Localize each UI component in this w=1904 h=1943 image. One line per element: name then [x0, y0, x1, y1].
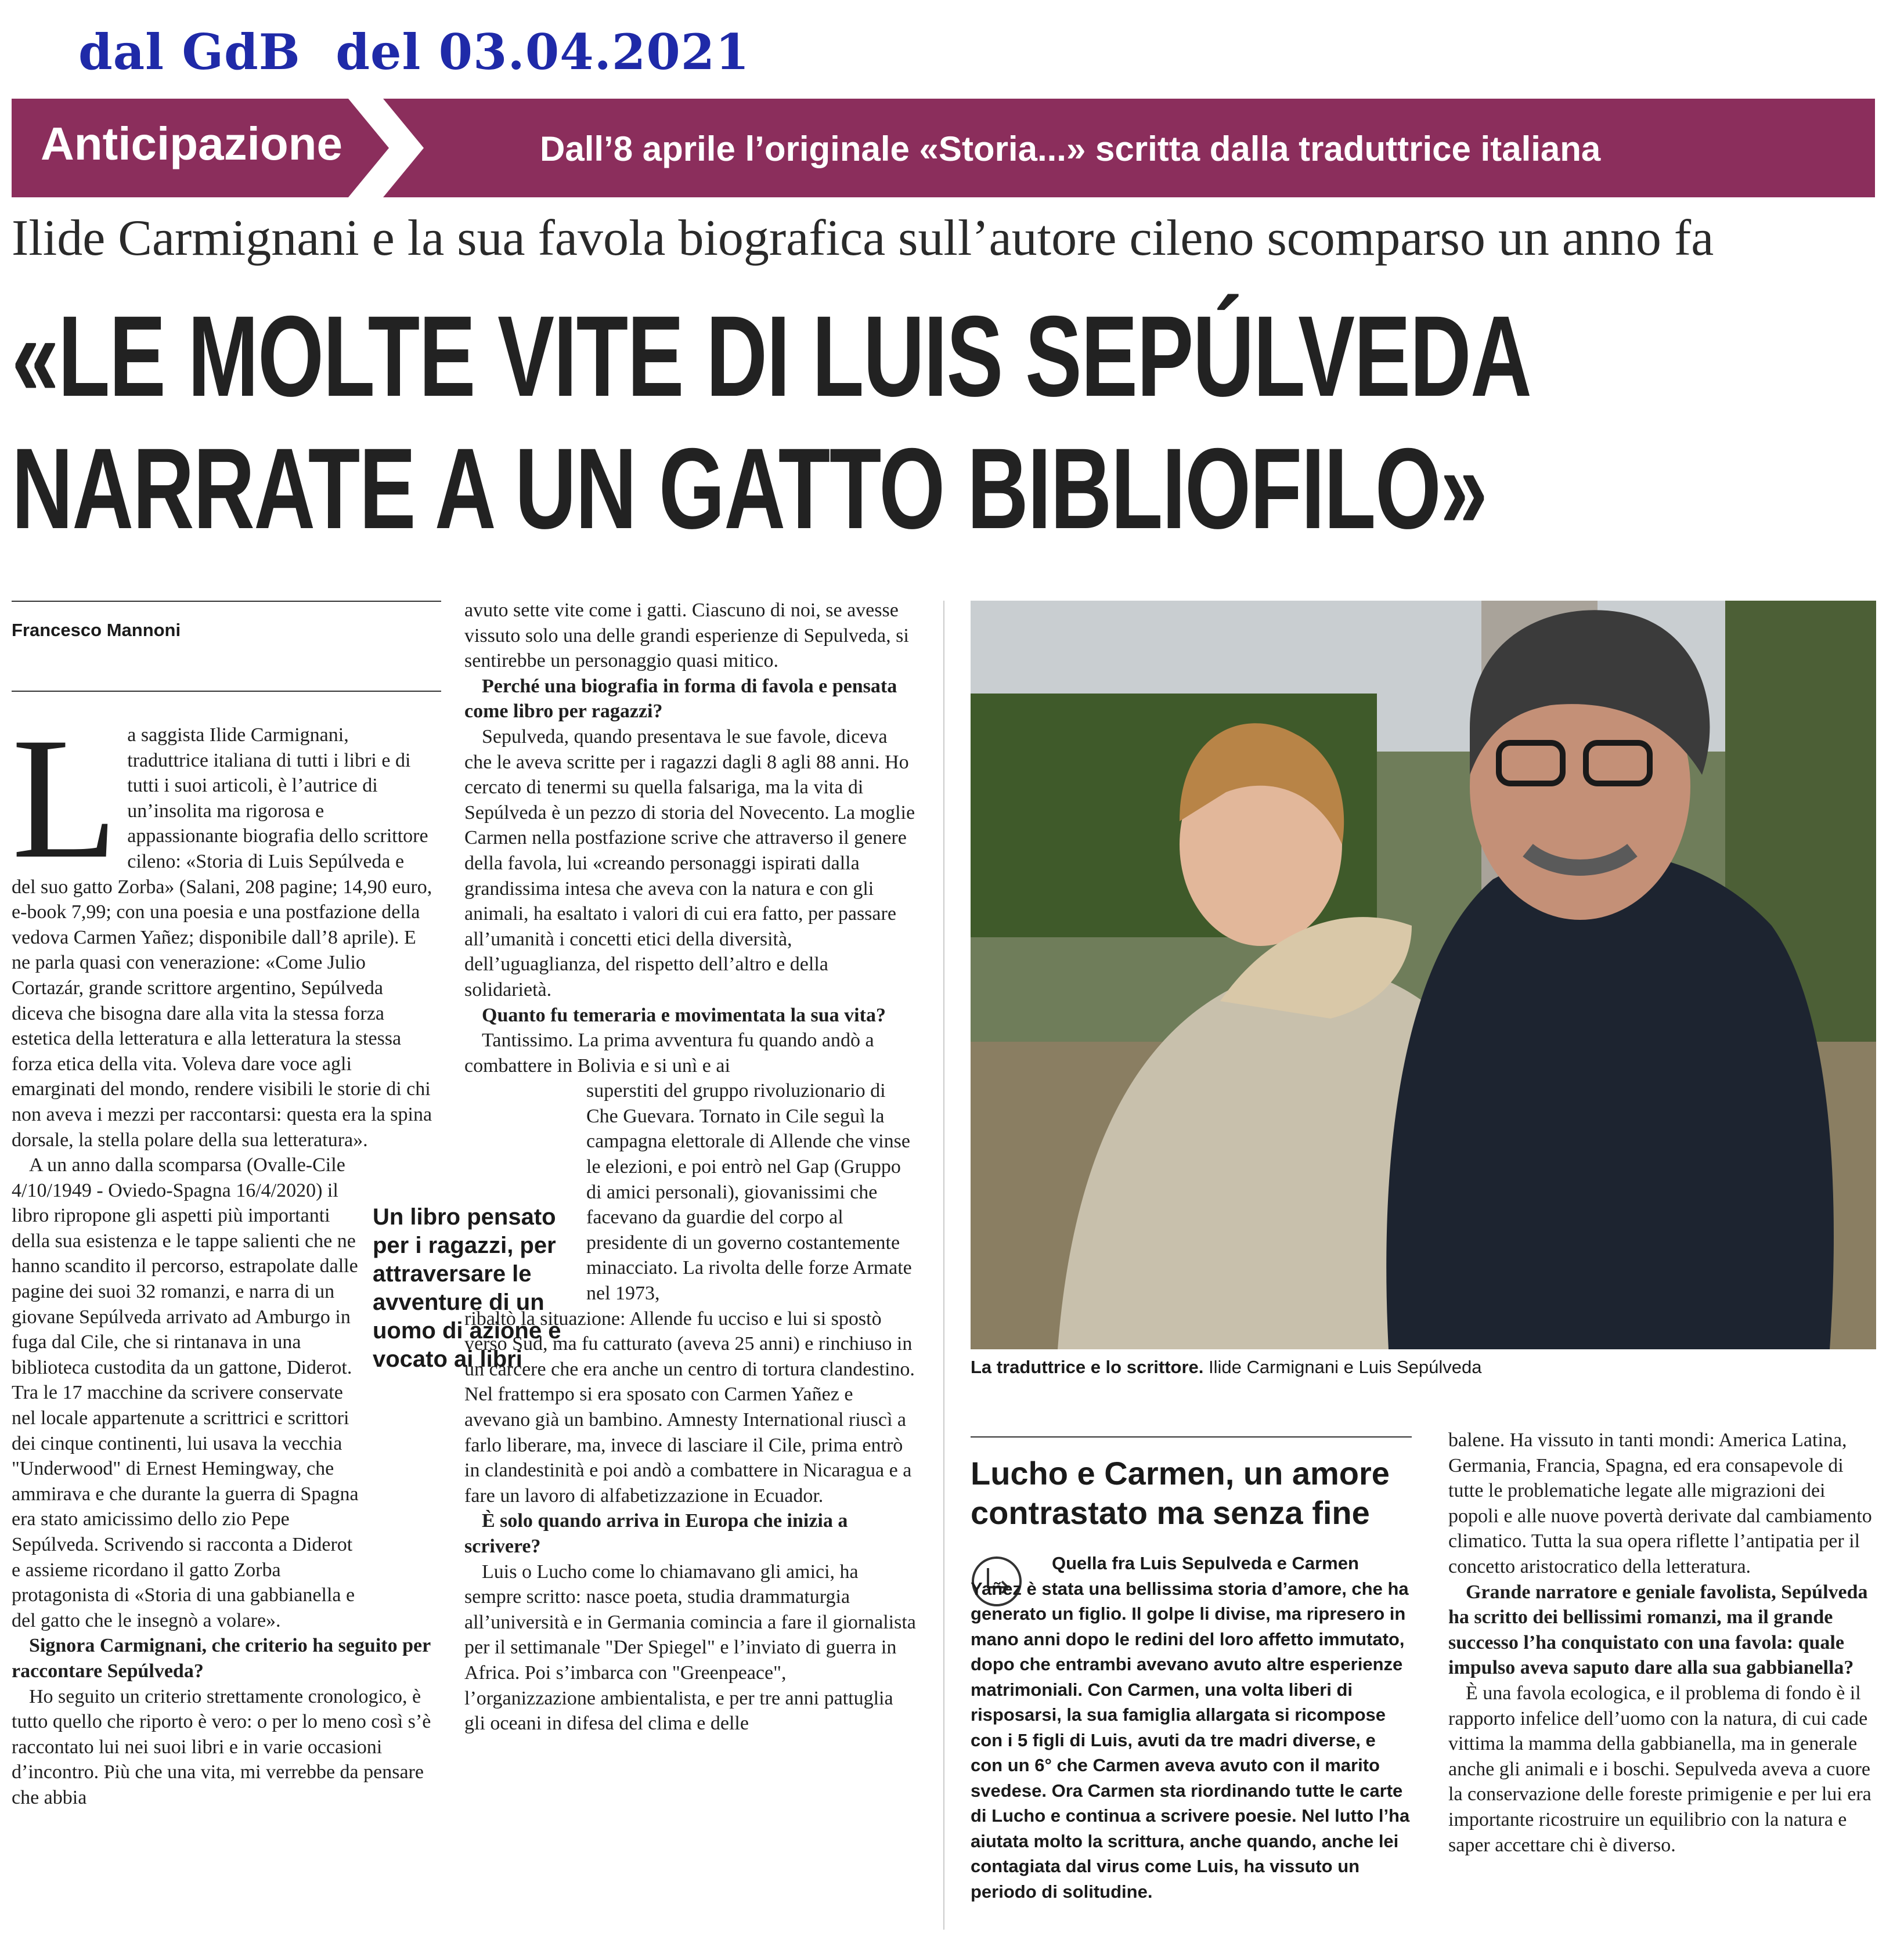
section-banner — [12, 99, 1875, 197]
article-column-4 — [1448, 1428, 1875, 1858]
divider — [12, 601, 441, 602]
pull-quote: Un libro pensato per i ragazzi, per attraversare le avventure di un uomo di azione e vocato ai libri — [367, 1198, 576, 1385]
paragraph: Tantissimo. La prima avventura fu quando andò a combattere in Bolivia e si unì e ai — [464, 1030, 874, 1077]
article-column-2 — [464, 598, 917, 1736]
column-divider — [943, 601, 944, 1930]
question: Perché una biografia in forma di favola e pensata come libro per ragazzi? — [464, 675, 897, 723]
overline: Ilide Carmignani e la sua favola biografica sull’autore cileno scomparso un anno fa — [12, 210, 1714, 266]
divider — [971, 1436, 1412, 1438]
paragraph: avuto sette vite come i gatti. Ciascuno di noi, se avesse vissuto solo una delle grandi esperienze di Sepulveda, si sentirebbe un personaggio quasi mitico. — [464, 599, 909, 672]
paragraph: Ho seguito un criterio strettamente cronologico, è tutto quello che riporto è vero: o per lo meno così s’è raccontato lui nei suoi libri e in varie occasioni d’incontro. Più che una vita, mi verrebbe da pensare che abbia — [12, 1685, 431, 1808]
question: Grande narratore e geniale favolista, Sepúlveda ha scritto dei bellissimi romanzi, ma il grande successo l’ha conquistato con una favola: quale impulso aveva saputo dare alla sua gabbianella? — [1448, 1581, 1868, 1679]
photo-illustration — [971, 601, 1876, 1349]
caption-text: Ilide Carmignani e Luis Sepúlveda — [1203, 1357, 1482, 1377]
byline: Francesco Mannoni — [12, 620, 181, 640]
caption-title: La traduttrice e lo scrittore. — [971, 1357, 1204, 1377]
box-paragraph: Quella fra Luis Sepulveda e Carmen Yañez è stata una bellissima storia d’amore, che ha generato un figlio. Il golpe li divise, ma ripresero in mano anni dopo le redini del loro affetto immutato, dopo che entrambi avevano avuto altre esperienze matrimoniali. Con Carmen, una volta liberi di risposarsi, la sua famiglia allargata si ricompose con i 5 figli di Luis, avuti da tre madri diverse, e con un 6° che Carmen aveva avuto con il marito svedese. Ora Carmen sta riordinando tutte le carte di Lucho e continua a scrivere poesie. Nel lutto l’ha aiutata molto la scrittura, anche quando, anche lei contagiata dal virus come Luis, ha vissuto un periodo di solitudine. — [971, 1553, 1410, 1902]
question: È solo quando arriva in Europa che inizia a scrivere? — [464, 1510, 848, 1557]
question: Signora Carmignani, che criterio ha seguito per raccontare Sepúlveda? — [12, 1635, 431, 1682]
paragraph: È una favola ecologica, e il problema di fondo è il rapporto infelice dell’uomo con la natura, di cui cade vittima la mamma della gabbianella, ma in generale anche gli animali e i boschi. Sepulveda aveva a cuore la conservazione delle foreste primigenie e per lui era importante ricostruire un equilibrio con la natura e saper accettare chi è diverso. — [1448, 1682, 1871, 1856]
photo-caption — [971, 1357, 1481, 1378]
headline-line-2: NARRATE A UN GATTO BIBLIOFILO» — [12, 424, 1487, 552]
paragraph: balene. Ha vissuto in tanti mondi: America Latina, Germania, Francia, Spagna, ed era consapevole di tutte le problematiche legate alle migrazioni dei popoli e alle nuove povertà derivate dal cambiamento climatico. Tutta la sua opera riflette l’antipatia per il concetto aristocratico della letteratura. — [1448, 1429, 1872, 1577]
photo-carmignani-sepulveda — [971, 601, 1876, 1349]
divider — [12, 691, 441, 692]
paragraph: Sepulveda, quando presentava le sue favole, diceva che le aveva scritte per i ragazzi dagli 8 agli 88 anni. Ho cercato di tenermi su quella falsariga, ma la vita di Sepúlveda è un pezzo di storia del Novecento. La moglie Carmen nella postfazione scrive che attraverso il genere della favola, lui «creando personaggi ispirati dalla grandissima intesa che aveva con la natura e con gli animali, ha esaltato i valori di cui era fatto, per passare all’umanità i concetti etici della diversità, dell’uguaglianza, del rispetto dell’altro e della solidarietà. — [464, 725, 915, 1001]
source-line: dal GdB del 03.04.2021 — [78, 23, 750, 81]
paragraph — [12, 1153, 360, 1633]
question: Quanto fu temeraria e movimentata la sua vita? — [482, 1004, 886, 1026]
banner-subtitle: Dall’8 aprile l’originale «Storia...» scritta dalla traduttrice italiana — [540, 129, 1601, 168]
paragraph: superstiti del gruppo rivoluzionario di Che Guevara. Tornato in Cile seguì la campagna elettorale di Allende che vinse le elezioni, e poi entrò nel Gap (Gruppo di amici personali), giovanissimi che facevano da guardie del corpo al presidente di un governo costantemente minacciato. La rivolta delle forze Armate nel 1973, — [586, 1080, 912, 1305]
paragraph-text: A un anno dalla scomparsa (Ovalle-Cile 4/10/1949 - Oviedo-Spagna 16/4/2020) il libro ripropone gli aspetti più importanti della sua esistenza e le tappe salienti che ne hanno scandito il percorso, estrapolate dalle pagine dei suoi 32 romanzi, e narra di un giovane Sepúlveda arrivato ad Amburgo in fuga dal Cile, che si rintanava in una biblioteca custodita da un gattone, Diderot. Tra le 17 macchine da scrivere conservate nel locale appartenute a scrittrici e scrittori dei cinque continenti, lui usava la vecchia "Underwood" di Ernest Hemingway, che ammirava e che durante la guerra di Spagna era stato amicissimo dello zio Pepe Sepúlveda. Scrivendo si racconta a Diderot e assieme ricordano il gatto Zorba protagonista di «Storia di una gabbianella e del gatto che le insegnò a volare». — [12, 1154, 359, 1631]
paragraph: ribaltò la situazione: Allende fu ucciso e lui si spostò verso Sud, ma fu catturato (aveva 25 anni) e rinchiuso in un carcere che era anche un centro di tortura clandestino. Nel frattempo si era sposato con Carmen Yañez e avevano già un bambino. Amnesty International riuscì a farlo liberare, ma, invece di lasciare il Cile, prima entrò in clandestinità e poi andò a combattere in Nicaragua e a fare un lavoro di alfabetizzazione in Ecuador. — [464, 1308, 915, 1507]
chevron-right-icon — [348, 99, 424, 197]
headline-line-1: «LE MOLTE VITE DI LUIS SEPÚLVEDA — [12, 292, 1531, 420]
box-title: Lucho e Carmen, un amore contrastato ma senza fine — [971, 1455, 1390, 1531]
banner-kicker: Anticipazione — [41, 118, 343, 169]
paragraph: a saggista Ilide Carmignani, traduttrice italiana di tutti i libri e di tutti i suoi articoli, è l’autrice di un’insolita ma rigorosa e appassionante biografia dello scrittore cileno: «Storia di Luis Sepúlveda e del suo gatto Zorba» (Salani, 208 pagine; 14,90 euro, e-book 7,99; con una poesia e una postfazione della vedova Carmen Yañez; disponibile dall’8 aprile). E ne parla quasi con venerazione: «Come Julio Cortazár, grande scrittore argentino, Sepúlveda diceva che bisogna dare alla vita la stessa forza estetica della letteratura e alla letteratura la stessa forza etica della vita. Voleva dare voce agli emarginati del mondo, rendere visibili le storie di chi non aveva i mezzi per raccontarsi: questa era la spina dorsale, la stella polare della sua letteratura». — [12, 724, 432, 1151]
headline — [12, 290, 1531, 555]
paragraph: Luis o Lucho come lo chiamavano gli amici, ha sempre scritto: nasce poeta, studia drammaturgia all’università e in Germania comincia a fare il giornalista per il settimanale "Der Spiegel" e l’inviato di guerra in Africa. Poi s’imbarca con "Greenpeace", l’organizzazione ambientalista, e per tre anni pattuglia gli oceani in difesa del clima e delle — [464, 1561, 916, 1735]
dropcap: L — [12, 702, 118, 894]
box-text — [971, 1551, 1412, 1904]
